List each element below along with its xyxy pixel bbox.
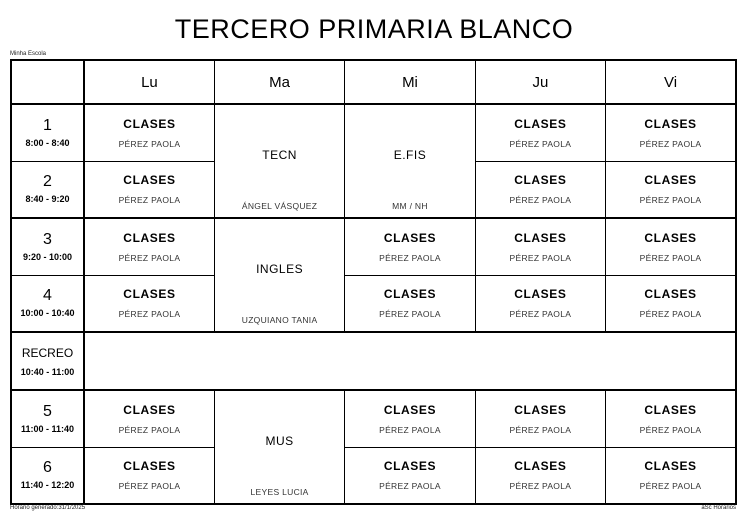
lesson-cell-ingles[interactable]	[214, 218, 344, 332]
lesson-cell[interactable]	[84, 447, 214, 504]
lesson-subject: CLASES	[123, 402, 176, 417]
period-time: 9:20 - 10:00	[22, 251, 73, 262]
lesson-subject: CLASES	[123, 173, 176, 188]
lesson-subject: CLASES	[514, 287, 567, 302]
lesson-cell[interactable]	[345, 275, 475, 332]
lesson-teacher: PÉREZ PAOLA	[379, 252, 441, 263]
lesson-cell[interactable]	[475, 104, 605, 161]
lesson-subject: CLASES	[123, 116, 176, 131]
lesson-subject: CLASES	[514, 459, 567, 474]
lesson-teacher: PÉREZ PAOLA	[509, 424, 572, 435]
lesson-cell[interactable]	[475, 275, 605, 332]
lesson-teacher: PÉREZ PAOLA	[509, 481, 572, 492]
corner-cell	[11, 60, 84, 104]
period-number: 3	[43, 230, 52, 248]
period-number: 1	[43, 116, 52, 134]
period-cell-4	[11, 275, 84, 332]
period-time: 8:00 - 8:40	[25, 137, 70, 148]
lesson-cell[interactable]	[84, 104, 214, 161]
lesson-teacher: PÉREZ PAOLA	[118, 424, 181, 435]
lesson-cell[interactable]	[475, 161, 605, 218]
lesson-teacher: PÉREZ PAOLA	[379, 309, 441, 320]
lesson-cell[interactable]	[84, 275, 214, 332]
lesson-cell[interactable]	[84, 218, 214, 275]
lesson-teacher: PÉREZ PAOLA	[639, 138, 702, 149]
lesson-teacher: PÉREZ PAOLA	[509, 195, 572, 206]
recess-cell	[11, 332, 84, 390]
lesson-teacher: PÉREZ PAOLA	[639, 309, 702, 320]
period-number: 2	[43, 173, 52, 191]
lesson-teacher: PÉREZ PAOLA	[118, 309, 181, 320]
lesson-subject: CLASES	[123, 230, 176, 245]
lesson-teacher: PÉREZ PAOLA	[118, 138, 181, 149]
school-name: Minha Escola	[10, 51, 47, 57]
day-header-ju: Ju	[475, 60, 605, 104]
lesson-teacher: PÉREZ PAOLA	[379, 481, 441, 492]
timetable	[10, 59, 737, 505]
lesson-cell[interactable]	[475, 390, 605, 447]
generated-date: Horario generado:31/1/2025	[10, 505, 86, 511]
lesson-teacher: PÉREZ PAOLA	[639, 481, 702, 492]
lesson-cell[interactable]	[84, 390, 214, 447]
lesson-subject: CLASES	[644, 173, 697, 188]
lesson-cell-mus[interactable]	[214, 390, 344, 504]
lesson-teacher: PÉREZ PAOLA	[118, 195, 181, 206]
lesson-subject: CLASES	[644, 459, 697, 474]
lesson-subject: CLASES	[514, 402, 567, 417]
lesson-subject: CLASES	[123, 459, 176, 474]
lesson-teacher: PÉREZ PAOLA	[639, 195, 702, 206]
period-time: 11:00 - 11:40	[20, 423, 75, 434]
day-header-mi: Mi	[345, 60, 475, 104]
lesson-subject: INGLES	[256, 261, 304, 276]
lesson-teacher: PÉREZ PAOLA	[509, 309, 572, 320]
lesson-teacher: PÉREZ PAOLA	[118, 252, 181, 263]
lesson-teacher: PÉREZ PAOLA	[509, 252, 572, 263]
lesson-subject: E.FIS	[393, 147, 427, 162]
lesson-teacher: PÉREZ PAOLA	[379, 424, 441, 435]
lesson-cell[interactable]	[606, 275, 736, 332]
period-cell-2	[11, 161, 84, 218]
lesson-cell[interactable]	[475, 218, 605, 275]
period-row-5	[11, 390, 736, 447]
recess-blank	[84, 332, 736, 390]
header-row	[11, 60, 736, 104]
recess-label: RECREO	[21, 345, 74, 360]
period-cell-5	[11, 390, 84, 447]
lesson-subject: CLASES	[383, 287, 437, 302]
lesson-cell[interactable]	[475, 447, 605, 504]
lesson-teacher: PÉREZ PAOLA	[639, 252, 702, 263]
lesson-cell[interactable]	[606, 104, 736, 161]
lesson-cell[interactable]	[606, 218, 736, 275]
lesson-cell-tecn[interactable]	[214, 104, 344, 218]
period-time: 8:40 - 9:20	[25, 194, 70, 205]
period-number: 5	[43, 402, 52, 420]
lesson-cell[interactable]	[606, 390, 736, 447]
lesson-teacher: PÉREZ PAOLA	[509, 138, 572, 149]
period-cell-6	[11, 447, 84, 504]
period-row-3	[11, 218, 736, 275]
period-cell-1	[11, 104, 84, 161]
lesson-teacher: UZQUIANO TANIA	[241, 315, 318, 325]
page-title: TERCERO PRIMARIA BLANCO	[174, 14, 574, 44]
lesson-teacher: MM / NH	[392, 201, 428, 211]
period-row-6	[11, 447, 736, 504]
period-cell-3	[11, 218, 84, 275]
lesson-teacher: PÉREZ PAOLA	[118, 481, 181, 492]
day-header-vi: Vi	[606, 60, 736, 104]
period-row-1	[11, 104, 736, 161]
lesson-subject: CLASES	[383, 230, 437, 245]
lesson-cell[interactable]	[345, 218, 475, 275]
lesson-cell[interactable]	[345, 447, 475, 504]
period-row-4	[11, 275, 736, 332]
lesson-teacher: PÉREZ PAOLA	[639, 424, 702, 435]
lesson-cell[interactable]	[345, 390, 475, 447]
recess-row	[11, 332, 736, 390]
period-number: 4	[43, 287, 52, 305]
lesson-subject: CLASES	[514, 230, 567, 245]
day-header-lu: Lu	[84, 60, 214, 104]
lesson-subject: CLASES	[383, 459, 437, 474]
period-time: 11:40 - 12:20	[20, 480, 75, 491]
lesson-subject: CLASES	[383, 402, 437, 417]
lesson-subject: TECN	[262, 147, 297, 162]
day-header-ma: Ma	[214, 60, 344, 104]
period-number: 6	[43, 459, 52, 477]
lesson-teacher: LEYES LUCIA	[250, 487, 309, 497]
lesson-teacher: ÁNGEL VÁSQUEZ	[241, 201, 318, 211]
period-time: 10:00 - 10:40	[20, 308, 75, 319]
lesson-subject: CLASES	[644, 230, 697, 245]
lesson-subject: CLASES	[514, 173, 567, 188]
recess-time: 10:40 - 11:00	[20, 366, 75, 377]
lesson-subject: CLASES	[123, 287, 176, 302]
lesson-cell[interactable]	[606, 161, 736, 218]
lesson-subject: CLASES	[644, 116, 697, 131]
software-credit: aSc Horarios	[701, 505, 736, 511]
lesson-cell[interactable]	[84, 161, 214, 218]
lesson-subject: CLASES	[644, 287, 697, 302]
lesson-subject: CLASES	[514, 116, 567, 131]
lesson-cell[interactable]	[606, 447, 736, 504]
lesson-subject: CLASES	[644, 402, 697, 417]
lesson-cell-efis[interactable]	[345, 104, 475, 218]
lesson-subject: MUS	[265, 433, 294, 448]
